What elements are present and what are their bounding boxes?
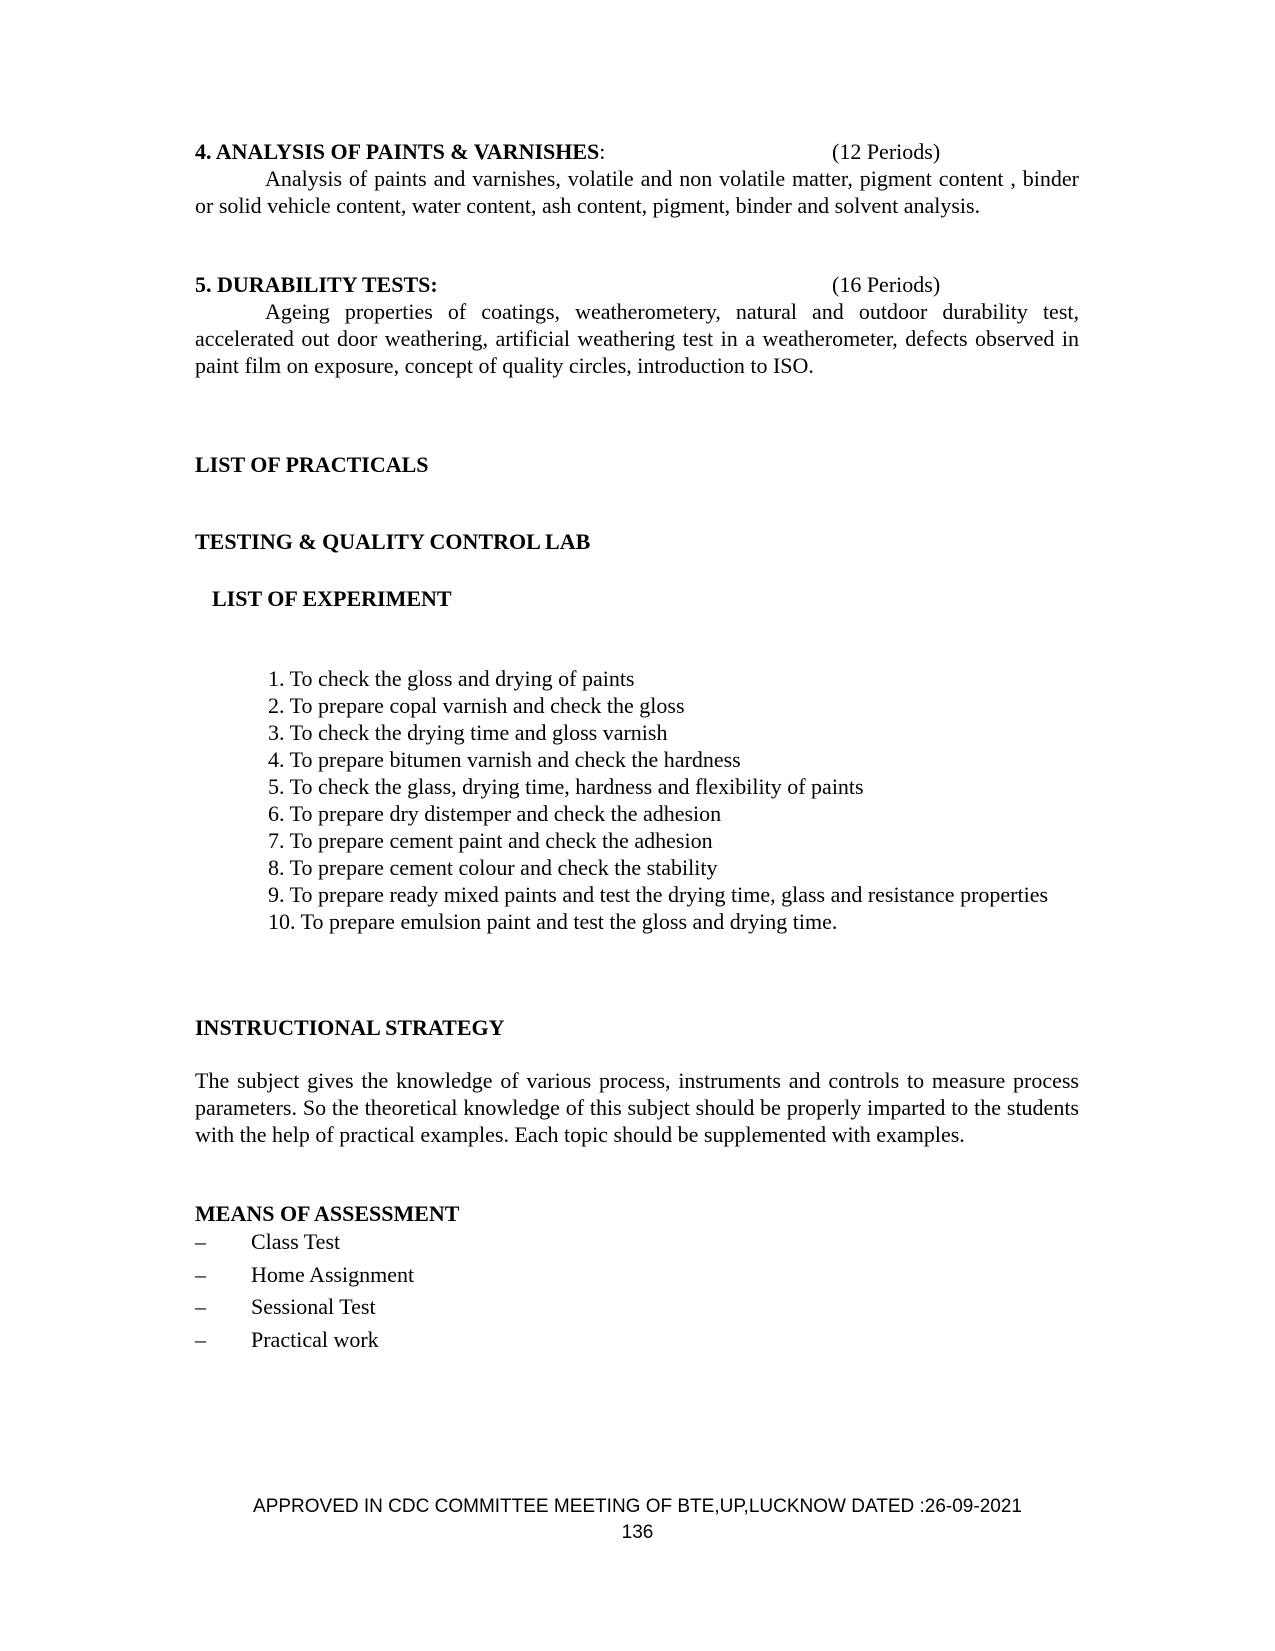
list-item [195,1226,795,1259]
strategy-heading: INSTRUCTIONAL STRATEGY [195,1015,505,1040]
experiment-heading: LIST OF EXPERIMENT [212,586,452,611]
section-5-heading: 5. DURABILITY TESTS: [195,272,438,297]
practicals-heading: LIST OF PRACTICALS [195,452,429,477]
experiment-list [268,665,1079,935]
bullet-dash: – [195,1229,206,1254]
list-item: 9. To prepare ready mixed paints and test the drying time, glass and resistance properties [268,882,1049,907]
bullet-dash: – [195,1326,206,1352]
list-item: 2. To prepare copal varnish and check the gloss [268,693,685,718]
assessment-item-label: Class Test [251,1229,341,1254]
lab-heading: TESTING & QUALITY CONTROL LAB [195,529,591,554]
list-item: 4. To prepare bitumen varnish and check the hardness [268,747,741,772]
bullet-dash: – [195,1261,206,1287]
section-4-body: Analysis of paints and varnishes, volatile and non volatile matter, pigment content , binder or solid vehicle content, water content, ash content, pigment, binder and solvent analysis. [195,166,1079,218]
list-item [195,1259,795,1292]
assessment-list [195,1226,795,1356]
list-item: 10. To prepare emulsion paint and test the gloss and drying time. [268,909,838,934]
section-4-heading-line [195,138,1079,165]
section-4-periods: (12 Periods) [832,139,941,164]
assessment-item-label: Sessional Test [251,1294,376,1319]
section-5-body: Ageing properties of coatings, weatherometery, natural and outdoor durability test, accelerated out door weathering, artificial weathering test in a weatherometer, defects observed in paint film on exposure, concept of quality circles, introduction to ISO. [195,299,1079,378]
assessment-item-label: Home Assignment [251,1261,415,1287]
bullet-dash: – [195,1294,206,1319]
footer-approval: APPROVED IN CDC COMMITTEE MEETING OF BTE,UP,LUCKNOW DATED :26-09-2021 [253,1496,1022,1517]
list-item: 5. To check the glass, drying time, hardness and flexibility of paints [268,774,864,799]
section-5-periods: (16 Periods) [832,272,941,297]
assessment-heading: MEANS OF ASSESSMENT [195,1201,460,1226]
page-number: 136 [621,1522,654,1543]
list-item: 7. To prepare cement paint and check the adhesion [268,828,713,853]
list-item [195,1291,795,1324]
list-item: 1. To check the gloss and drying of paints [268,666,635,691]
list-item [195,1324,795,1357]
section-4-colon: : [599,139,606,164]
strategy-body: The subject gives the knowledge of various process, instruments and controls to measure process parameters. So the theoretical knowledge of this subject should be properly imparted to the students with the help of practical examples. Each topic should be supplemented with examples. [195,1068,1079,1147]
list-item: 6. To prepare dry distemper and check the adhesion [268,801,722,826]
section-4-heading: 4. ANALYSIS OF PAINTS & VARNISHES [195,139,600,164]
assessment-item-label: Practical work [251,1326,379,1352]
list-item: 3. To check the drying time and gloss varnish [268,720,668,745]
list-item: 8. To prepare cement colour and check the stability [268,855,718,880]
